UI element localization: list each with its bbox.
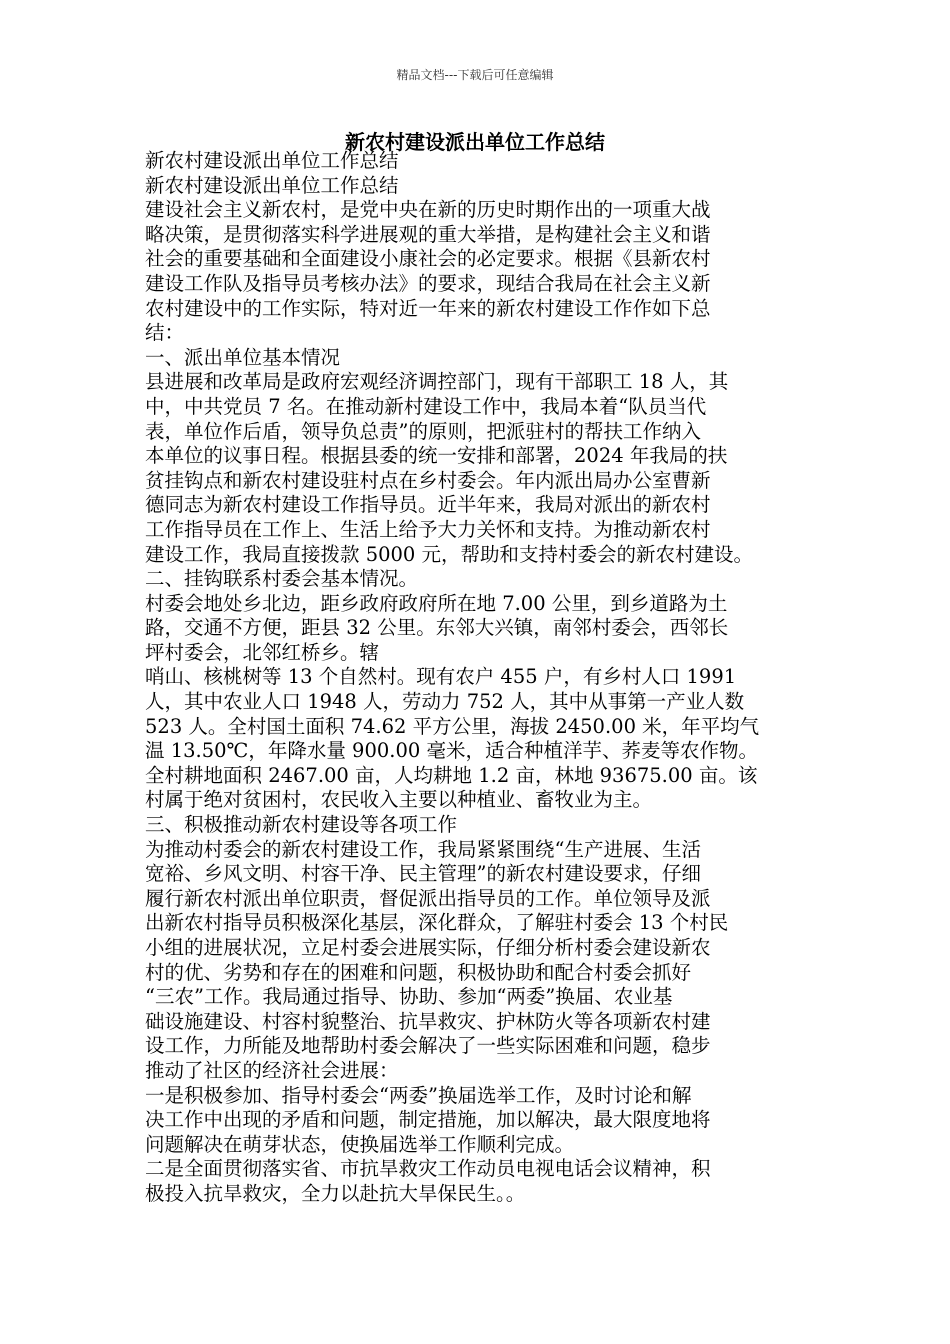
body-line: 建设社会主义新农村，是党中央在新的历史时期作出的一项重大战 (145, 198, 711, 222)
body-line: 出新农村指导员积极深化基层，深化群众，了解驻村委会 13 个村民 (145, 911, 729, 935)
body-line: 为推动村委会的新农村建设工作，我局紧紧围绕“生产进展、生活 (145, 837, 701, 861)
body-line: 略决策，是贯彻落实科学进展观的重大举措，是构建社会主义和谐 (145, 222, 711, 246)
body-line: 推动了社区的经济社会进展： (145, 1058, 399, 1082)
body-line: 极投入抗旱救灾，全力以赴抗大旱保民生。。 (145, 1181, 526, 1205)
body-line: 县进展和改革局是政府宏观经济调控部门，现有干部职工 18 人，其 (145, 370, 729, 394)
body-line: 村属于绝对贫困村，农民收入主要以种植业、畜牧业为主。 (145, 788, 653, 812)
body-line: 全村耕地面积 2467.00 亩，人均耕地 1.2 亩，林地 93675.00 亩。该 (145, 763, 758, 787)
body-line: 础设施建设、村容村貌整治、抗旱救灾、护林防火等各项新农村建 (145, 1009, 711, 1033)
body-line: 建设工作队及指导员考核办法》的要求，现结合我局在社会主义新 (145, 271, 711, 295)
body-line: 宽裕、乡风文明、村容干净、民主管理”的新农村建设要求，仔细 (145, 862, 701, 886)
body-line: 德同志为新农村建设工作指导员。近半年来，我局对派出的新农村 (145, 493, 711, 517)
body-line: 建设工作，我局直接拨款 5000 元，帮助和支持村委会的新农村建设。 (145, 542, 754, 566)
body-line: 二是全面贯彻落实省、市抗旱救灾工作动员电视电话会议精神，积 (145, 1157, 711, 1181)
body-line: 温 13.50℃，年降水量 900.00 毫米，适合种植洋芋、荞麦等农作物。 (145, 739, 758, 763)
body-line: 社会的重要基础和全面建设小康社会的必定要求。根据《县新农村 (145, 247, 711, 271)
body-line: 结： (145, 321, 185, 345)
body-line: 小组的进展状况，立足村委会进展实际，仔细分析村委会建设新农 (145, 936, 711, 959)
body-line: 中，中共党员 7 名。在推动新村建设工作中，我局本着“队员当代 (145, 394, 707, 418)
body-line: 路，交通不方便，距县 32 公里。东邻大兴镇，南邻村委会，西邻长 (145, 616, 729, 640)
body-line: 问题解决在萌芽状态，使换届选举工作顺利完成。 (145, 1132, 575, 1156)
body-line: 履行新农村派出单位职责，督促派出指导员的工作。单位领导及派 (145, 886, 711, 910)
body-line: “三农”工作。我局通过指导、协助、参加“两委”换届、农业基 (145, 985, 673, 1009)
document-body (145, 149, 825, 1207)
body-line: 贫挂钩点和新农村建设驻村点在乡村委会。年内派出局办公室曹新 (145, 468, 711, 492)
body-line: 本单位的议事日程。根据县委的统一安排和部署，2024 年我局的扶 (145, 444, 728, 468)
body-line: 一、派出单位基本情况 (145, 345, 341, 369)
body-line: 村委会地处乡北边，距乡政府政府所在地 7.00 公里，到乡道路为土 (145, 591, 728, 615)
body-line: 新农村建设派出单位工作总结 (145, 173, 399, 197)
body-line: 农村建设中的工作实际，特对近一年来的新农村建设工作作如下总 (145, 296, 711, 320)
body-line: 设工作，力所能及地帮助村委会解决了一些实际困难和问题，稳步 (145, 1034, 711, 1058)
body-line: 哨山、核桃树等 13 个自然村。现有农户 455 户，有乡村人口 1991 (145, 665, 737, 689)
body-line: 工作指导员在工作上、生活上给予大力关怀和支持。为推动新农村 (145, 517, 711, 541)
header-note: 精品文档---下载后可任意编辑 (396, 68, 554, 82)
body-line: 决工作中出现的矛盾和问题，制定措施，加以解决，最大限度地将 (145, 1108, 711, 1132)
body-line: 523 人。全村国土面积 74.62 平方公里，海拔 2450.00 米，年平均气 (145, 714, 760, 738)
document-title: 新农村建设派出单位工作总结 (345, 130, 605, 154)
body-line: 一是积极参加、指导村委会“两委”换届选举工作，及时讨论和解 (145, 1083, 692, 1107)
body-line: 二、挂钩联系村委会基本情况。 (145, 567, 419, 591)
body-line: 表，单位作后盾，领导负总责”的原则，把派驻村的帮扶工作纳入 (145, 419, 701, 443)
body-line: 坪村委会，北邻红桥乡。辖 (145, 640, 380, 664)
body-line: 村的优、劣势和存在的困难和问题，积极协助和配合村委会抓好 (145, 960, 692, 984)
body-line: 三、积极推动新农村建设等各项工作 (145, 813, 458, 837)
body-line: 人，其中农业人口 1948 人，劳动力 752 人，其中从事第一产业人数 (145, 690, 745, 714)
body-line: 新农村建设派出单位工作总结 (145, 149, 399, 172)
